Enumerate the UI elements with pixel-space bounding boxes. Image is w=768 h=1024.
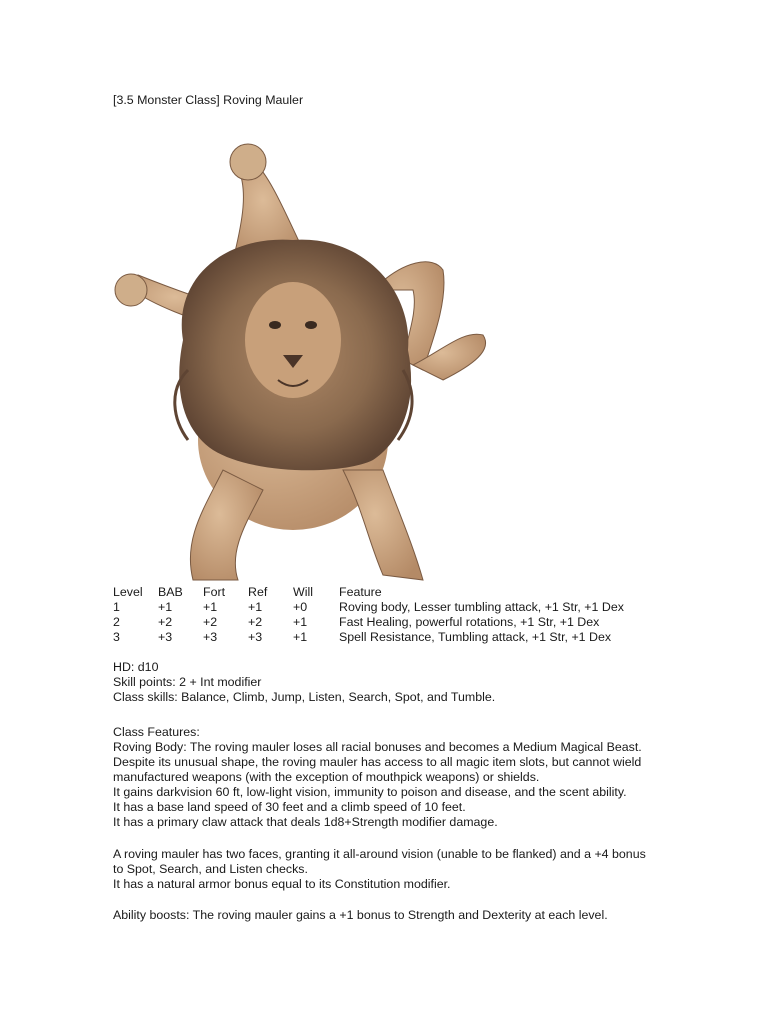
cell-ref: +1: [248, 600, 263, 614]
document-title: [3.5 Monster Class] Roving Mauler: [113, 93, 304, 107]
header-will: Will: [293, 585, 313, 599]
cell-level: 3: [113, 630, 120, 644]
cell-fort: +2: [203, 615, 218, 629]
level-progression-table: [113, 585, 673, 645]
cell-will: +1: [293, 630, 308, 644]
cell-bab: +3: [158, 630, 173, 644]
paragraph-line: It has a base land speed of 30 feet and a climb speed of 10 feet.: [113, 800, 466, 814]
cell-feature: Fast Healing, powerful rotations, +1 Str, +1 Dex: [339, 615, 600, 629]
paragraph-line: to Spot, Search, and Listen checks.: [113, 862, 308, 876]
table-row: [113, 615, 673, 630]
paragraph-line: It has a primary claw attack that deals 1d8+Strength modifier damage.: [113, 815, 498, 829]
cell-ref: +2: [248, 615, 263, 629]
table-row: [113, 630, 673, 645]
roving-mauler-illustration: [113, 140, 493, 585]
lion-creature-icon: [113, 140, 493, 585]
cell-feature: Roving body, Lesser tumbling attack, +1 Str, +1 Dex: [339, 600, 624, 614]
cell-will: +0: [293, 600, 308, 614]
cell-bab: +2: [158, 615, 173, 629]
basic-stats: [113, 660, 673, 705]
table-row: [113, 600, 673, 615]
skill-points: Skill points: 2 + Int modifier: [113, 675, 262, 689]
cell-will: +1: [293, 615, 308, 629]
header-ref: Ref: [248, 585, 268, 599]
table-header-row: [113, 585, 673, 600]
hit-dice: HD: d10: [113, 660, 159, 674]
paragraph-line: A roving mauler has two faces, granting it all-around vision (unable to be flanked) and a +4 bonus: [113, 847, 646, 861]
paragraph-line: It gains darkvision 60 ft, low-light vision, immunity to poison and disease, and the scent ability.: [113, 785, 627, 799]
header-fort: Fort: [203, 585, 226, 599]
header-level: Level: [113, 585, 143, 599]
header-bab: BAB: [158, 585, 183, 599]
class-skills: Class skills: Balance, Climb, Jump, Listen, Search, Spot, and Tumble.: [113, 690, 496, 704]
two-faces-section: [113, 847, 673, 892]
cell-feature: Spell Resistance, Tumbling attack, +1 Str, +1 Dex: [339, 630, 612, 644]
cell-level: 2: [113, 615, 120, 629]
header-feature: Feature: [339, 585, 382, 599]
paragraph-line: Despite its unusual shape, the roving mauler has access to all magic item slots, but cannot wield: [113, 755, 642, 769]
paragraph-line: manufactured weapons (with the exception of mouthpick weapons) or shields.: [113, 770, 540, 784]
paragraph-line: It has a natural armor bonus equal to its Constitution modifier.: [113, 877, 451, 891]
paragraph-line: Ability boosts: The roving mauler gains a +1 bonus to Strength and Dexterity at each level.: [113, 908, 608, 922]
cell-ref: +3: [248, 630, 263, 644]
class-features-section: [113, 725, 673, 830]
ability-boosts-section: [113, 908, 673, 923]
cell-bab: +1: [158, 600, 173, 614]
section-heading: Class Features:: [113, 725, 200, 739]
cell-fort: +1: [203, 600, 218, 614]
paragraph-line: Roving Body: The roving mauler loses all racial bonuses and becomes a Medium Magical Beast.: [113, 740, 642, 754]
cell-level: 1: [113, 600, 120, 614]
cell-fort: +3: [203, 630, 218, 644]
